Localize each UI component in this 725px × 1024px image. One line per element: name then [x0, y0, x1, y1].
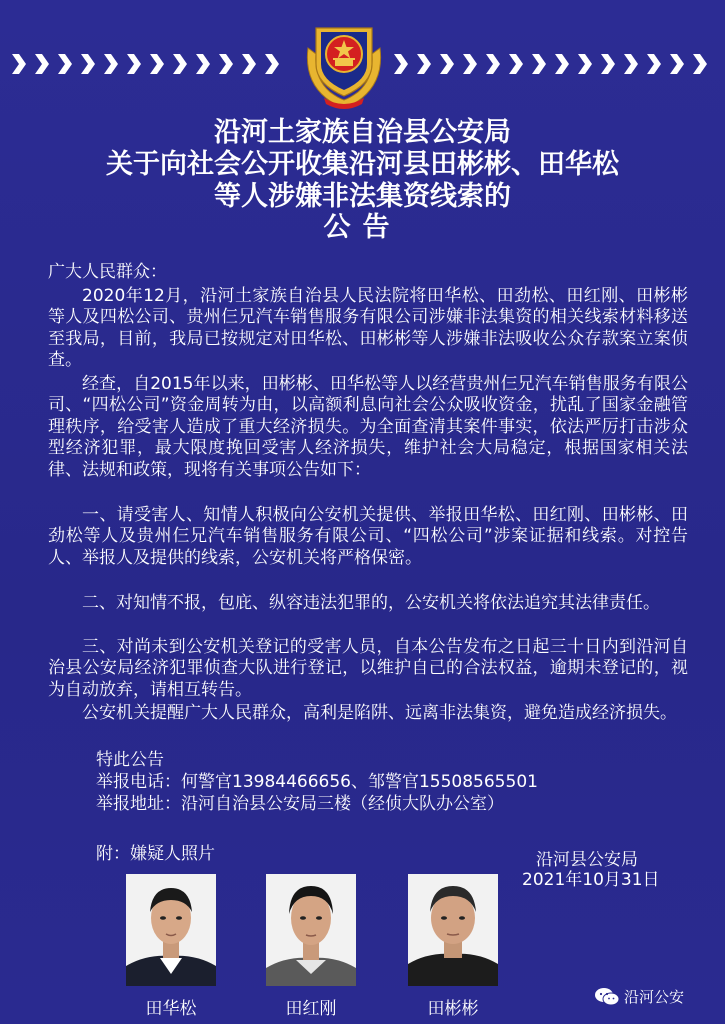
- paragraph-1: 2020年12月，沿河土家族自治县人民法院将田华松、田劲松、田红刚、田彬彬等人及四松公司、贵州仨兄汽车销售服务有限公司涉嫌非法集资的相关线索材料移送至我局，目前，我局已按规定对田华松、田彬彬等人涉嫌非法吸收公众存款案立案侦查。: [48, 286, 688, 371]
- chevron-icon: [599, 52, 617, 76]
- chevron-icon: [33, 52, 51, 76]
- chevron-icon: [576, 52, 594, 76]
- chevron-icon: [530, 52, 548, 76]
- chevron-icon: [56, 52, 74, 76]
- special-notice: 特此公告: [96, 750, 164, 770]
- chevron-icon: [484, 52, 502, 76]
- paragraph-2: 经查，自2015年以来，田彬彬、田华松等人以经营贵州仨兄汽车销售服务有限公司、“四松公司”资金周转为由，以高额利息向社会公众吸收资金，扰乱了国家金融管理秩序，给受害人造成了重大经济损失。为全面查清其案件事实，依法严厉打击涉众型经济犯罪，最大限度挽回受害人经济损失，维护社会大局稳定，根据国家相关法律、法规和政策，现将有关事项公告如下：: [48, 374, 688, 480]
- chevron-icon: [194, 52, 212, 76]
- chevron-icon: [217, 52, 235, 76]
- chevron-icon: [263, 52, 281, 76]
- chevron-icon: [438, 52, 456, 76]
- wechat-account-name: 沿河公安: [624, 988, 685, 1006]
- wechat-watermark: [594, 986, 684, 1007]
- chevron-icon: [645, 52, 663, 76]
- wechat-icon: [594, 987, 620, 1007]
- chevron-icon: [125, 52, 143, 76]
- paragraph-4: 二、对知情不报，包庇、纵容违法犯罪的，公安机关将依法追究其法律责任。: [82, 593, 660, 613]
- signature-org: 沿河县公安局: [536, 850, 638, 870]
- title-line-4: 公告: [323, 212, 402, 243]
- report-address: 举报地址：沿河自治县公安局三楼（经侦大队办公室）: [96, 794, 504, 814]
- chevron-icon: [79, 52, 97, 76]
- chevron-icon: [10, 52, 28, 76]
- attachment-label: 附：嫌疑人照片: [96, 844, 215, 864]
- suspect-name-1: 田华松: [145, 999, 197, 1019]
- suspect-photo-3: [408, 874, 498, 986]
- paragraph-5: 三、对尚未到公安机关登记的受害人员，自本公告发布之日起三十日内到沿河自治县公安局经济犯罪侦查大队进行登记，以维护自己的合法权益，逾期未登记的，视为自动放弃，请相互转告。: [48, 637, 688, 700]
- suspect-photo-2: [266, 874, 356, 986]
- police-emblem-icon: [302, 18, 386, 110]
- suspect-name-3: 田彬彬: [427, 999, 479, 1019]
- chevron-icon: [691, 52, 709, 76]
- title-line-2: 关于向社会公开收集沿河县田彬彬、田华松: [106, 149, 619, 180]
- chevron-icon: [668, 52, 686, 76]
- signature-date: 2021年10月31日: [522, 870, 660, 890]
- chevron-icon: [240, 52, 258, 76]
- chevron-icon: [507, 52, 525, 76]
- title-line-3: 等人涉嫌非法集资线索的: [214, 181, 511, 212]
- greeting: 广大人民群众：: [48, 262, 167, 282]
- chevron-icon: [102, 52, 120, 76]
- report-hotline: 举报电话：何警官13984466656、邹警官15508565501: [96, 772, 538, 792]
- chevron-icon: [148, 52, 166, 76]
- suspect-name-2: 田红刚: [285, 999, 337, 1019]
- chevron-band-left: [10, 52, 281, 82]
- suspect-photo-1: [126, 874, 216, 986]
- chevron-icon: [171, 52, 189, 76]
- chevron-icon: [392, 52, 410, 76]
- chevron-band-right: [392, 52, 709, 82]
- paragraph-3: 一、请受害人、知情人积极向公安机关提供、举报田华松、田红刚、田彬彬、田劲松等人及贵州仨兄汽车销售服务有限公司、“四松公司”涉案证据和线索。对控告人、举报人及提供的线索，公安机关将严格保密。: [48, 505, 688, 568]
- chevron-icon: [461, 52, 479, 76]
- title-line-1: 沿河土家族自治县公安局: [214, 117, 511, 148]
- paragraph-6: 公安机关提醒广大人民群众，高利是陷阱、远离非法集资，避免造成经济损失。: [82, 703, 677, 723]
- chevron-icon: [553, 52, 571, 76]
- chevron-icon: [622, 52, 640, 76]
- chevron-icon: [415, 52, 433, 76]
